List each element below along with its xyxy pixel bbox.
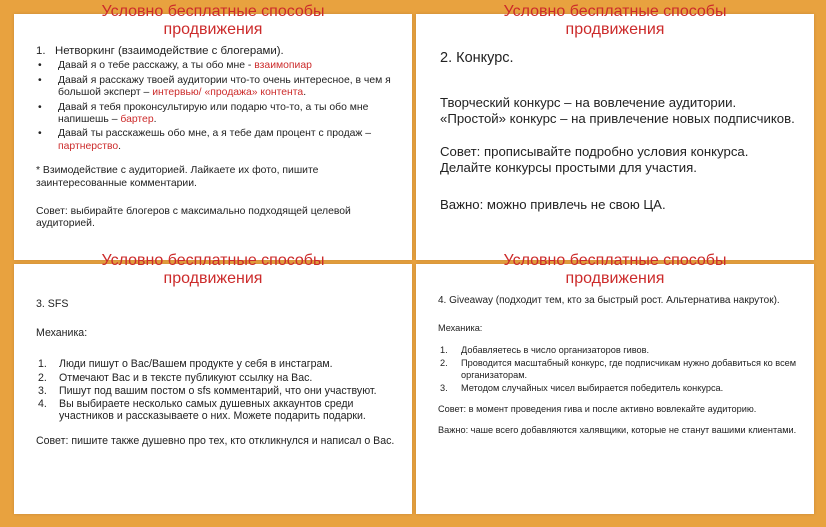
list-item <box>36 128 396 153</box>
slide-title-line1: Условно бесплатные способы <box>503 252 727 269</box>
slide-title-line2: продвижения <box>163 270 263 287</box>
slide-title-line1: Условно бесплатные способы <box>101 252 325 269</box>
bullet-text: Давай я тебя проконсультирую или подарю что-то, а ты обо мне напишешь – <box>58 101 369 126</box>
list-number: 3. <box>440 382 448 393</box>
slide-header <box>416 3 814 39</box>
list-item <box>36 398 396 422</box>
slide-body <box>440 50 798 213</box>
mechanics-label: Механика: <box>438 323 483 333</box>
list-text: Добавляетесь в число организаторов гивов. <box>461 345 650 356</box>
bullet-text: Давай я расскажу твоей аудитории что-то очень интересное, в чем я большой эксперт – <box>58 74 391 99</box>
tip-text: Совет: в момент проведения гива и после активно вовлекайте аудиторию. <box>438 404 757 415</box>
list-item <box>36 60 396 72</box>
bullet-highlight: интервью/ «продажа» контента <box>152 87 304 99</box>
slide-sfs <box>14 252 412 514</box>
section-title: 3. SFS <box>36 298 69 310</box>
list-text: Люди пишут о Вас/Вашем продукте у себя в инстаграм. <box>59 358 333 371</box>
bullet-text: Давай ты расскажешь обо мне, а я тебе дам процент с продаж – <box>58 128 372 140</box>
list-item <box>36 102 396 127</box>
list-text: Отмечают Вас и в тексте публикуют ссылку на Вас. <box>59 371 313 384</box>
list-item <box>438 358 798 380</box>
tip-text: Совет: прописывайте подробно условия конкурса. Делайте конкурсы простыми для участия. <box>440 143 749 175</box>
note-text: * Взимодействие с аудиторией. Лайкаете их фото, пишите заинтересованные комментарии. <box>36 165 319 189</box>
slide-header <box>416 252 814 288</box>
slide-networking <box>14 3 412 260</box>
slide-giveaway <box>416 252 814 514</box>
important-text: Важно: можно привлечь не свою ЦА. <box>440 196 666 212</box>
section-title: 4. Giveaway (подходит тем, кто за быстрый рост. Альтернатива накруток). <box>438 295 780 306</box>
slide-title-line2: продвижения <box>163 21 263 38</box>
list-number: 2. <box>38 371 47 384</box>
numbered-list <box>438 345 798 394</box>
slide-body <box>36 45 396 231</box>
section-title: 2. Конкурс. <box>440 50 514 66</box>
bullet-highlight: взаимопиар <box>254 60 312 72</box>
numbered-list <box>36 358 396 422</box>
tip-text: Совет: пишите также душевно про тех, кто откликнулся и написал о Вас. <box>36 435 395 448</box>
list-number: 3. <box>38 384 47 397</box>
list-item <box>36 372 396 384</box>
important-text: Важно: чаше всего добавляются халявщики, которые не станут вашими клиентами. <box>438 425 797 436</box>
contest-type-creative: Творческий конкурс – на вовлечение аудитории. <box>440 94 737 110</box>
slide-body <box>438 295 798 436</box>
list-number: 1. <box>440 345 448 356</box>
list-item <box>438 345 798 356</box>
bullet-list <box>36 60 396 153</box>
bullet-highlight: бартер <box>120 114 154 126</box>
mechanics-label: Механика: <box>36 327 88 340</box>
list-item <box>36 75 396 100</box>
list-number: 2. <box>440 358 448 369</box>
slide-title-line1: Условно бесплатные способы <box>503 3 727 20</box>
bullet-highlight: партнерство <box>58 140 119 152</box>
slide-title-line2: продвижения <box>565 21 665 38</box>
slide-body <box>36 298 396 448</box>
slide-header <box>14 252 412 288</box>
contest-type-simple: «Простой» конкурс – на привлечение новых подписчиков. <box>440 111 795 126</box>
bullet-tail: . <box>303 87 307 99</box>
slide-contest <box>416 3 814 260</box>
slide-title-line1: Условно бесплатные способы <box>101 3 325 20</box>
list-text: Пишут под вашим постом о sfs комментарий, что они участвуют. <box>59 384 377 397</box>
list-text: Методом случайных чисел выбирается победитель конкурса. <box>461 382 724 393</box>
list-item <box>36 358 396 370</box>
bullet-tail: . <box>118 140 122 152</box>
slide-header <box>14 3 412 39</box>
section-title: 1. Нетворкинг (взаимодействие с блогерами). <box>36 45 284 57</box>
list-item <box>438 383 798 394</box>
tip-text: Совет: выбирайте блогеров с максимально подходящей целевой аудиторией. <box>36 206 351 230</box>
list-number: 1. <box>38 358 47 371</box>
bullet-tail: . <box>153 114 157 126</box>
bullet-text: Давай я о тебе расскажу, а ты обо мне - <box>58 60 255 72</box>
list-text: Вы выбираете несколько самых душевных аккаунтов среди участников и рассказываете о них. Можете подарить подарки. <box>59 398 366 423</box>
list-text: Проводится масштабный конкурс, где подписчикам нужно добавиться ко всем организаторам. <box>461 358 797 380</box>
list-number: 4. <box>38 398 47 411</box>
list-item <box>36 385 396 397</box>
slide-title-line2: продвижения <box>565 270 665 287</box>
